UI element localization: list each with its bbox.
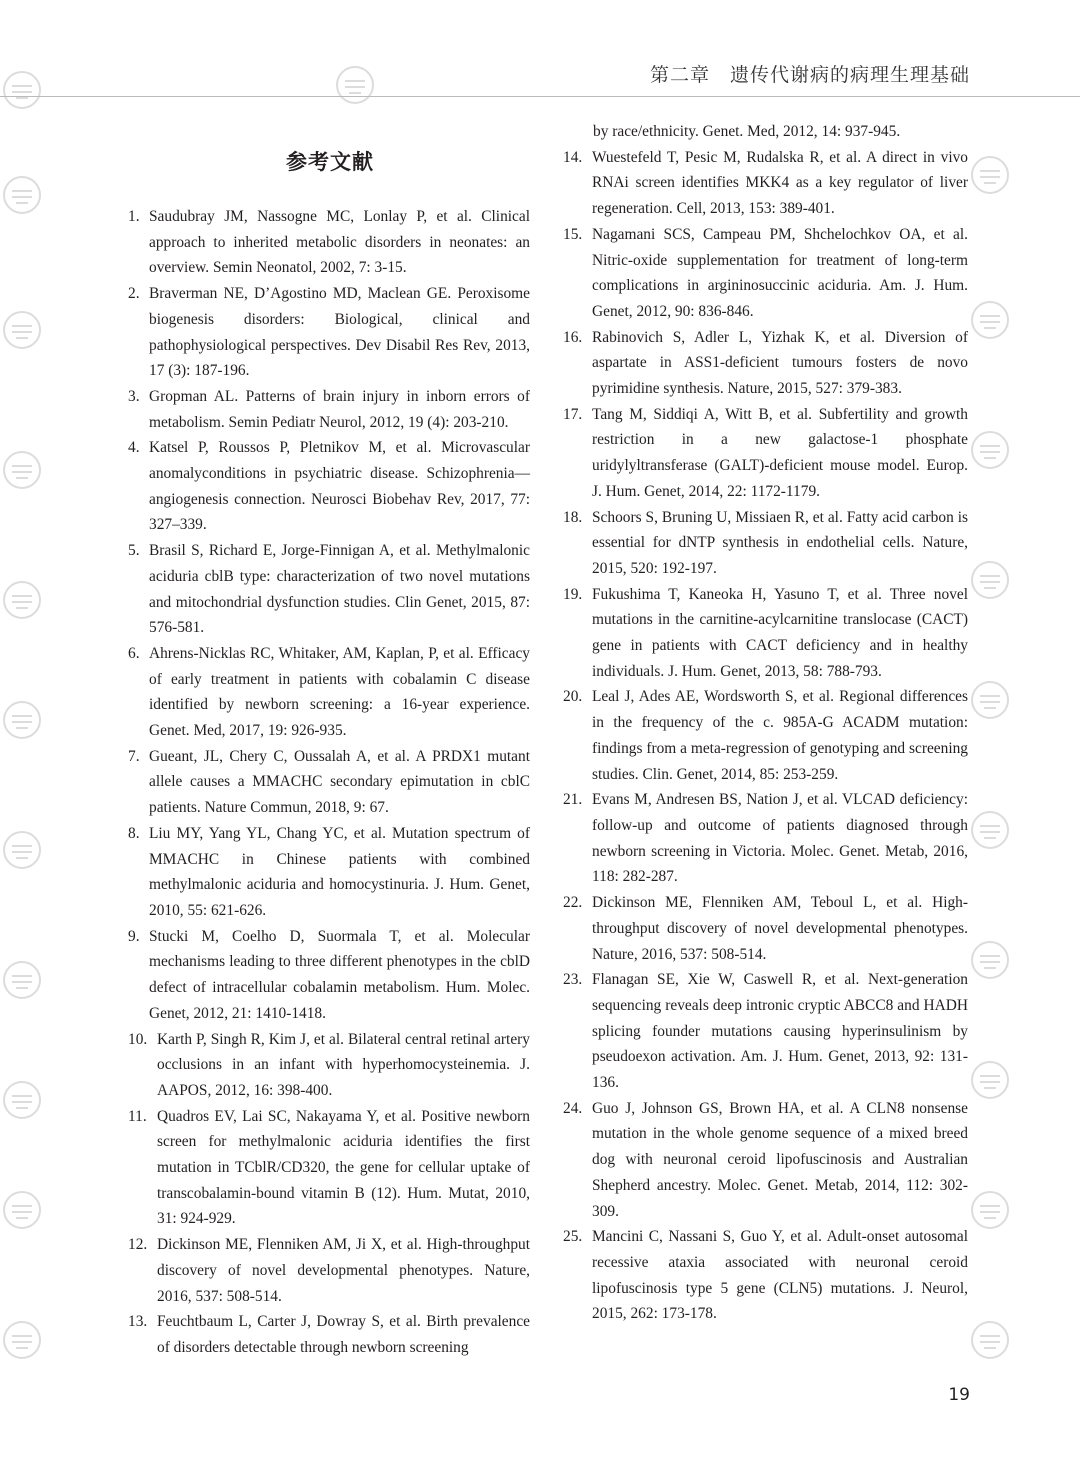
watermark-logo-icon	[4, 962, 40, 998]
reference-number: 5.	[128, 542, 140, 560]
section-title: 参考文献	[286, 150, 374, 174]
reference-text: Gropman AL. Patterns of brain injury in inborn errors of metabolism. Semin Pediatr Neurol, 2012, 19 (4): 203-210.	[149, 387, 530, 431]
reference-text: Dickinson ME, Flenniken AM, Teboul L, et al. High-throughput discovery of novel developmental phenotypes. Nature, 2016, 537: 508-514.	[592, 894, 968, 963]
reference-item	[128, 1104, 530, 1233]
reference-number: 4.	[128, 439, 140, 457]
watermark-logo-icon	[972, 157, 1008, 193]
reference-text: Braverman NE, D’Agostino MD, Maclean GE. Peroxisome biogenesis disorders: Biological, clinical and pathophysiological perspectives. Dev Disabil Res Rev, 2013, 17 (3): 187-196.	[149, 285, 530, 380]
watermark-logo-icon	[4, 312, 40, 348]
watermark-logo-icon	[337, 67, 373, 103]
reference-number: 18.	[563, 508, 583, 526]
reference-number: 15.	[563, 225, 583, 243]
reference-text: Mancini C, Nassani S, Guo Y, et al. Adult-onset autosomal recessive ataxia associated with neuronal ceroid lipofuscinosis type 5 gene (CLN5) mutations. J. Neurol, 2015, 262: 173-178.	[592, 1228, 968, 1323]
reference-text: Feuchtbaum L, Carter J, Dowray S, et al. Birth prevalence of disorders detectable through newborn screening	[157, 1313, 530, 1356]
reference-number: 19.	[563, 585, 583, 603]
watermark-logo-icon	[4, 452, 40, 488]
reference-number: 2.	[128, 285, 140, 303]
reference-text: Ahrens-Nicklas RC, Whitaker, AM, Kaplan, P, et al. Efficacy of early treatment in patients with cobalamin C disease identified by newborn screening: a 16-year experience. Genet. Med, 2017, 19: 926-935.	[149, 644, 530, 740]
watermark-logo-icon	[4, 72, 40, 108]
reference-number: 1.	[128, 208, 140, 225]
chapter-header-title: 第二章 遗传代谢病的病理生理基础	[649, 64, 970, 86]
watermark-logo-icon	[972, 682, 1008, 718]
reference-item	[128, 538, 530, 641]
watermark-logo-icon	[972, 812, 1008, 848]
reference-text: Katsel P, Roussos P, Pletnikov M, et al. Microvascular anomalyconditions in psychiatric disease. Schizophrenia—angiogenesis connection. Neurosci Biobehav Rev, 2017, 77: 327–339.	[149, 439, 530, 534]
reference-number: 24.	[563, 1099, 583, 1117]
reference-item	[128, 1309, 530, 1360]
reference-item	[128, 924, 530, 1027]
reference-text: Brasil S, Richard E, Jorge-Finnigan A, et al. Methylmalonic aciduria cblB type: characterization of two novel mutations and mitochondrial dysfunction studies. Clin Genet, 2015, 87: 576-581.	[149, 542, 530, 637]
reference-item	[128, 384, 530, 435]
watermark-logo-icon	[972, 432, 1008, 468]
watermark-logo-icon	[972, 1192, 1008, 1228]
reference-item	[128, 281, 530, 384]
watermark-logo-icon	[4, 1082, 40, 1118]
watermark-logo-icon	[972, 302, 1008, 338]
reference-item	[128, 744, 530, 821]
watermark-logo-icon	[972, 1062, 1008, 1098]
reference-number: 22.	[563, 894, 583, 912]
reference-text: Saudubray JM, Nassogne MC, Lonlay P, et al. Clinical approach to inherited metabolic disorders in neonates: an overview. Semin Neonatol, 2002, 7: 3-15.	[149, 208, 530, 277]
references-left-column	[128, 204, 530, 1361]
reference-item	[563, 402, 968, 505]
watermark-logo-icon	[4, 702, 40, 738]
watermark-logo-icon	[972, 1322, 1008, 1358]
reference-13-continuation: by race/ethnicity. Genet. Med, 2012, 14: 937-945.	[593, 123, 901, 140]
reference-number: 23.	[563, 971, 583, 989]
reference-item	[563, 1096, 968, 1225]
reference-item	[128, 435, 530, 538]
header-divider	[0, 96, 1080, 97]
watermark-logo-icon	[4, 1322, 40, 1358]
reference-number: 10.	[128, 1030, 148, 1048]
reference-item	[563, 505, 968, 582]
watermark-logo-icon	[972, 562, 1008, 598]
reference-number: 12.	[128, 1236, 148, 1254]
reference-item	[563, 787, 968, 890]
reference-number: 6.	[128, 644, 140, 662]
watermark-logo-icon	[972, 942, 1008, 978]
reference-number: 21.	[563, 791, 583, 809]
reference-text: Dickinson ME, Flenniken AM, Ji X, et al. High-throughput discovery of novel developmental phenotypes. Nature, 2016, 537: 508-514.	[157, 1236, 530, 1305]
reference-item	[563, 1224, 968, 1327]
reference-item	[563, 890, 968, 967]
reference-number: 16.	[563, 328, 583, 346]
reference-number: 17.	[563, 405, 583, 423]
reference-item	[128, 821, 530, 924]
reference-number: 8.	[128, 824, 140, 842]
reference-number: 3.	[128, 387, 140, 405]
reference-text: Liu MY, Yang YL, Chang YC, et al. Mutation spectrum of MMACHC in Chinese patients with combined methylmalonic aciduria and homocystinuria. J. Hum. Genet, 2010, 55: 621-626.	[149, 824, 530, 919]
reference-text: Gueant, JL, Chery C, Oussalah A, et al. A PRDX1 mutant allele causes a MMACHC secondary epimutation in cblC patients. Nature Commun, 2018, 9: 67.	[149, 747, 530, 817]
references-right-column	[563, 119, 968, 1327]
reference-text: Wuestefeld T, Pesic M, Rudalska R, et al. A direct in vivo RNAi screen identifies MKK4 as a key regulator of liver regeneration. Cell, 2013, 153: 389-401.	[592, 148, 968, 218]
page-number: 19	[948, 1385, 970, 1405]
reference-item	[563, 967, 968, 1096]
reference-number: 25.	[563, 1228, 583, 1246]
reference-item	[563, 222, 968, 325]
reference-number: 9.	[128, 927, 140, 945]
reference-number: 20.	[563, 688, 583, 706]
reference-text: Leal J, Ades AE, Wordsworth S, et al. Regional differences in the frequency of the c. 985A-G ACADM mutation: findings from a meta-regression of genotyping and screening studies. Clin. Genet, 2014, 85: 253-259.	[592, 688, 968, 783]
reference-text: Flanagan SE, Xie W, Caswell R, et al. Next-generation sequencing reveals deep intronic cryptic ABCC8 and HADH splicing founder mutations causing hyperinsulinism by pseudoexon activation. Am. J. Hum. Genet, 2013, 92: 131-136.	[592, 971, 968, 1092]
reference-text: Karth P, Singh R, Kim J, et al. Bilateral central retinal artery occlusions in an infant with hyperhomocysteinemia. J. AAPOS, 2012, 16: 398-400.	[157, 1030, 530, 1099]
watermark-logo-icon	[4, 177, 40, 213]
reference-text: Fukushima T, Kaneoka H, Yasuno T, et al. Three novel mutations in the carnitine-acylcarnitine translocase (CACT) gene in patients with CACT deficiency and in healthy individuals. J. Hum. Genet, 2013, 58: 788-793.	[592, 585, 968, 680]
reference-number: 7.	[128, 747, 140, 765]
reference-item	[128, 204, 530, 281]
reference-number: 14.	[563, 148, 583, 166]
reference-number: 11.	[128, 1107, 147, 1125]
reference-item	[128, 1232, 530, 1309]
watermark-logo-icon	[4, 1192, 40, 1228]
watermark-logo-icon	[4, 582, 40, 618]
reference-text: Evans M, Andresen BS, Nation J, et al. VLCAD deficiency: follow-up and outcome of patients diagnosed through newborn screening in Victoria. Molec. Genet. Metab, 2016, 118: 282-287.	[592, 791, 968, 886]
reference-text: Quadros EV, Lai SC, Nakayama Y, et al. Positive newborn screen for methylmalonic aciduria identifies the first mutation in TCblR/CD320, the gene for cellular uptake of transcobalamin-bound vitamin B (12). Hum. Mutat, 2010, 31: 924-929.	[157, 1107, 530, 1228]
reference-number: 13.	[128, 1313, 148, 1331]
reference-text: Schoors S, Bruning U, Missiaen R, et al. Fatty acid carbon is essential for dNTP synthesis in endothelial cells. Nature, 2015, 520: 192-197.	[592, 508, 968, 577]
reference-item	[563, 582, 968, 685]
reference-item	[128, 1027, 530, 1104]
reference-text: Stucki M, Coelho D, Suormala T, et al. Molecular mechanisms leading to three different phenotypes in the cblD defect of intracellular cobalamin metabolism. Hum. Molec. Genet, 2012, 21: 1410-1418.	[149, 927, 530, 1022]
watermark-logo-icon	[4, 832, 40, 868]
reference-text: Rabinovich S, Adler L, Yizhak K, et al. Diversion of aspartate in ASS1-deficient tumours fosters de novo pyrimidine synthesis. Nature, 2015, 527: 379-383.	[592, 328, 968, 398]
reference-text: Guo J, Johnson GS, Brown HA, et al. A CLN8 nonsense mutation in the whole genome sequence of a mixed breed dog with neuronal ceroid lipofuscinosis and Australian Shepherd ancestry. Molec. Genet. Metab, 2014, 112: 302-309.	[592, 1099, 968, 1220]
reference-item	[563, 684, 968, 787]
reference-item	[128, 641, 530, 744]
reference-item	[563, 145, 968, 222]
reference-text: Tang M, Siddiqi A, Witt B, et al. Subfertility and growth restriction in a new galactose-1 phosphate uridylyltransferase (GALT)-deficient mouse model. Europ. J. Hum. Genet, 2014, 22: 1172-1179.	[592, 405, 968, 500]
reference-text: Nagamani SCS, Campeau PM, Shchelochkov OA, et al. Nitric-oxide supplementation for treatment of long-term complications in argininosuccinic aciduria. Am. J. Hum. Genet, 2012, 90: 836-846.	[592, 225, 968, 320]
reference-item	[563, 325, 968, 402]
